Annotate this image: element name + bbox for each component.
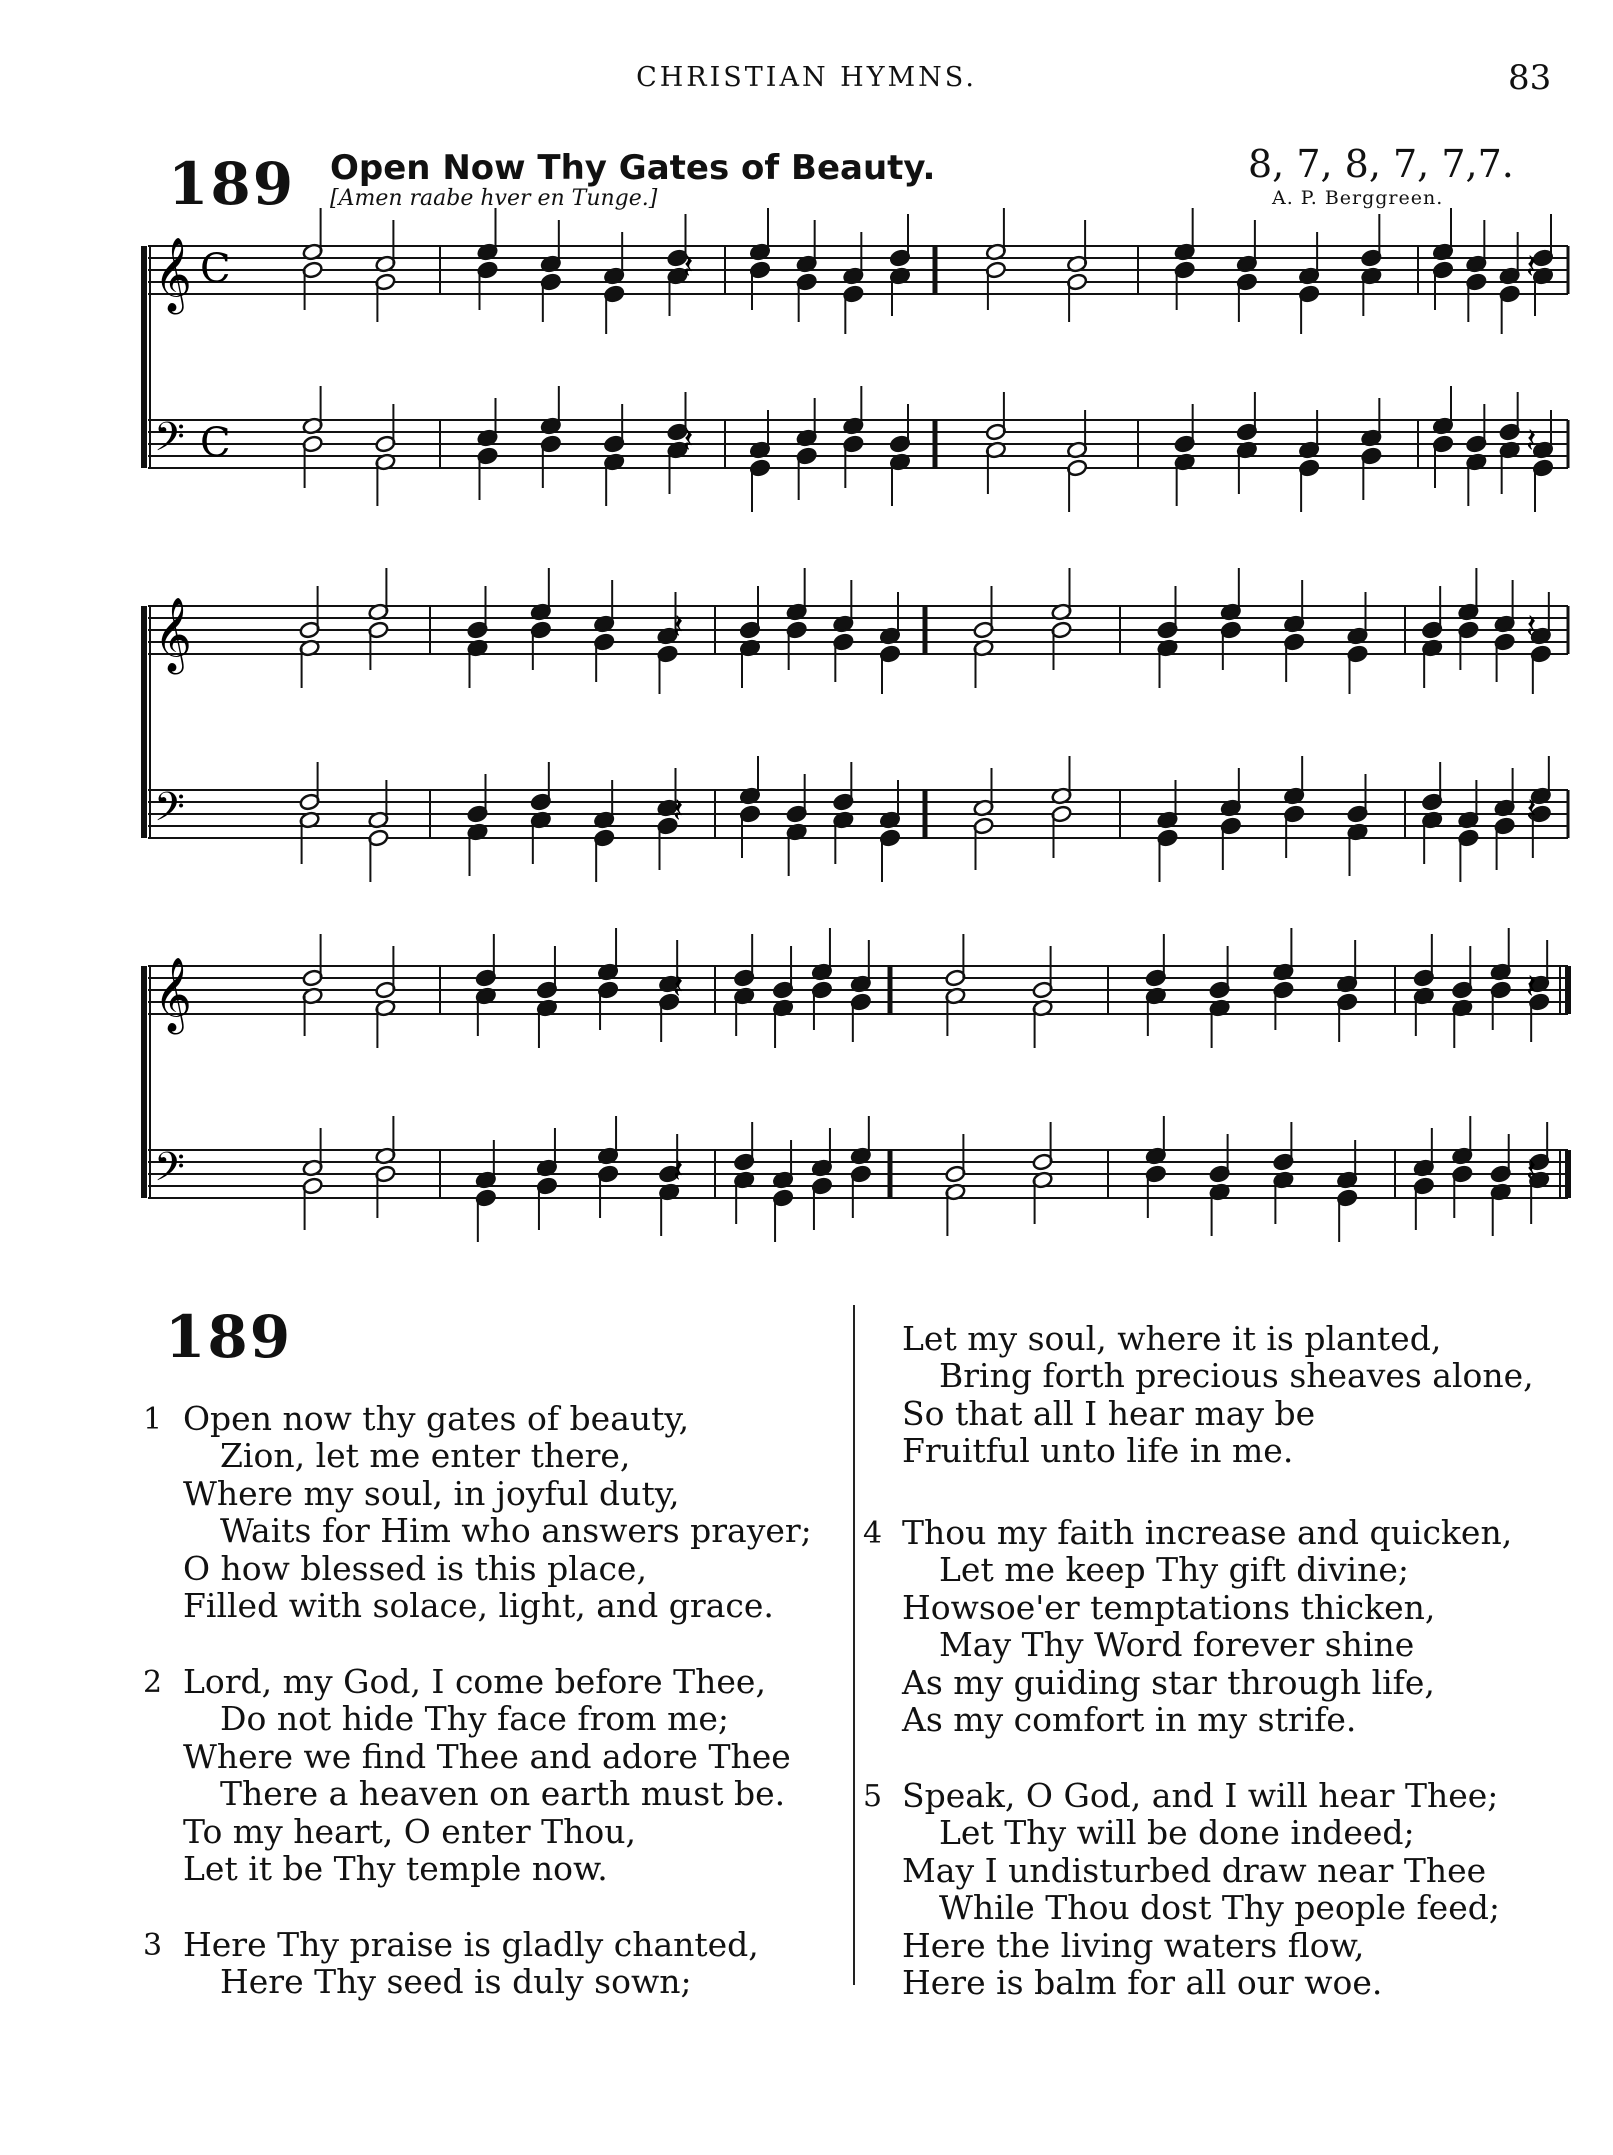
treble-clef: 𝄞	[154, 958, 192, 1032]
verse-number: 3	[143, 1928, 163, 1963]
verse-line: O how blessed is this place,	[183, 1548, 647, 1588]
verse-line: Thou my faith increase and quicken,	[902, 1513, 1513, 1552]
bass-clef: 𝄢	[154, 1144, 185, 1200]
hymn-title: Open Now Thy Gates of Beauty.	[330, 148, 936, 188]
verse-number: 4	[863, 1516, 883, 1551]
quarter-rest: 𝄽	[683, 421, 694, 461]
verse-line: As my comfort in my strife.	[902, 1700, 1357, 1739]
bass-clef: 𝄢	[154, 784, 185, 840]
verse-line: Waits for Him who answers prayer;	[220, 1511, 812, 1551]
quarter-rest: 𝄽	[673, 1151, 684, 1191]
verse-line: So that all I hear may be	[902, 1393, 1316, 1433]
quarter-rest: 𝄽	[1526, 1151, 1537, 1191]
quarter-rest: 𝄽	[673, 791, 684, 831]
composer: A. P. Berggreen.	[1272, 187, 1444, 209]
page-number: 83	[1508, 58, 1552, 98]
verse-line: Lord, my God, I come before Thee,	[183, 1662, 766, 1701]
bass-clef: 𝄢	[154, 414, 185, 470]
verses-hymn-number: 189	[165, 1303, 293, 1371]
hymn-meter: 8, 7, 8, 7, 7,7.	[1248, 142, 1514, 186]
time-signature: C	[200, 420, 231, 466]
verse-line: Here Thy praise is gladly chanted,	[183, 1925, 759, 1964]
quarter-rest: 𝄽	[1526, 607, 1537, 647]
verse-line: Let it be Thy temple now.	[183, 1849, 608, 1888]
verse-line: May I undisturbed draw near Thee	[902, 1850, 1487, 1890]
verse-line: There a heaven on earth must be.	[220, 1774, 786, 1814]
quarter-rest: 𝄽	[1526, 247, 1537, 287]
verse-line: While Thou dost Thy people feed;	[939, 1888, 1500, 1928]
hymn-number: 189	[168, 150, 296, 218]
verse-line: Howsoe'er temptations thicken,	[902, 1587, 1436, 1627]
verse-line: Here is balm for all our woe.	[902, 1963, 1383, 2002]
verse-line: Where my soul, in joyful duty,	[183, 1473, 680, 1513]
verse-line: Speak, O God, and I will hear Thee;	[902, 1776, 1499, 1815]
verse-line: Let me keep Thy gift divine;	[939, 1550, 1409, 1590]
verse-line: Where we find Thee and adore Thee	[183, 1736, 791, 1776]
verse-number: 1	[143, 1402, 163, 1437]
treble-clef: 𝄞	[154, 598, 192, 672]
verse-line: Fruitful unto life in me.	[902, 1431, 1294, 1471]
treble-clef: 𝄞	[154, 238, 192, 312]
quarter-rest: 𝄽	[1526, 421, 1537, 461]
verse-line: Zion, let me enter there,	[220, 1436, 631, 1476]
verse-line: Filled with solace, light, and grace.	[183, 1586, 774, 1625]
verse-line: Let Thy will be done indeed;	[939, 1813, 1415, 1853]
quarter-rest: 𝄽	[683, 247, 694, 287]
verse-line: Here Thy seed is duly sown;	[220, 1962, 692, 2002]
verse-number: 2	[143, 1665, 163, 1700]
quarter-rest: 𝄽	[673, 967, 684, 1007]
verse-line: Bring forth precious sheaves alone,	[939, 1356, 1534, 1396]
quarter-rest: 𝄽	[1526, 791, 1537, 831]
verse-line: As my guiding star through life,	[902, 1662, 1435, 1702]
verse-line: Open now thy gates of beauty,	[183, 1399, 690, 1438]
verse-line: May Thy Word forever shine	[939, 1625, 1415, 1665]
verse-line: Here the living waters flow,	[902, 1925, 1365, 1965]
quarter-rest: 𝄽	[1526, 967, 1537, 1007]
column-divider	[853, 1305, 855, 1985]
verse-line: Do not hide Thy face from me;	[220, 1699, 730, 1739]
verse-line: To my heart, O enter Thou,	[183, 1811, 636, 1851]
quarter-rest: 𝄽	[673, 607, 684, 647]
verse-number: 5	[863, 1779, 883, 1814]
verse-line: Let my soul, where it is planted,	[902, 1319, 1442, 1358]
running-title: CHRISTIAN HYMNS.	[636, 62, 977, 93]
time-signature: C	[200, 246, 231, 292]
hymn-subtitle: [Amen raabe hver en Tunge.]	[330, 186, 658, 211]
